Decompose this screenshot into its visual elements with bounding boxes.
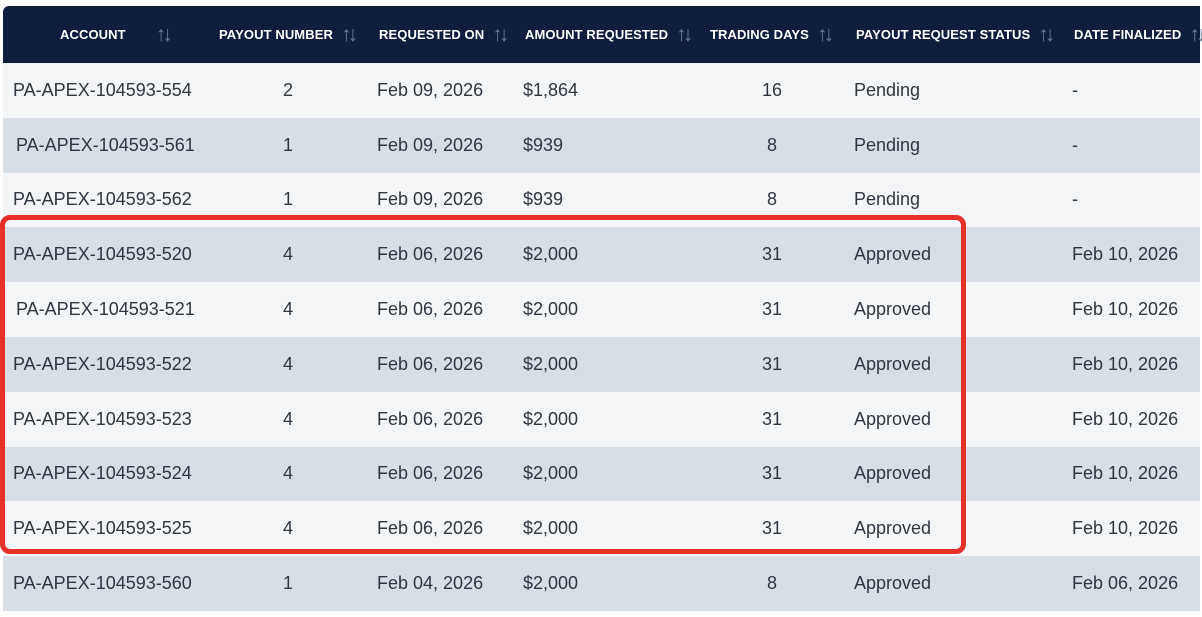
amount-requested-cell: $939 [523,189,564,210]
date-finalized-cell: Feb 10, 2026 [1072,408,1179,429]
sort-arrows-icon[interactable]: ↑↓ [492,23,506,46]
sort-arrows-icon[interactable]: ↑↓ [1038,23,1052,46]
date-finalized-cell: Feb 10, 2026 [1072,518,1179,539]
amount-requested-cell: $2,000 [523,463,579,484]
sort-arrows-icon[interactable]: ↑↓ [816,23,830,46]
table-row[interactable] [3,173,1200,228]
status-cell: Approved [854,408,932,429]
column-header-label: PAYOUT REQUEST STATUS [856,27,1031,42]
date-finalized-cell: - [1072,189,1078,210]
requested-on-cell: Feb 09, 2026 [377,189,484,210]
requested-on-cell: Feb 06, 2026 [377,408,484,429]
payout-number-cell: 4 [282,518,293,539]
requested-on-cell: Feb 06, 2026 [377,463,484,484]
sort-arrows-icon[interactable]: ↑↓ [340,23,354,46]
amount-requested-cell: $2,000 [523,408,579,429]
status-cell: Pending [854,134,921,155]
trading-days-cell: 31 [761,463,783,484]
account-cell: PA-APEX-104593-562 [13,189,192,210]
column-header-label: PAYOUT NUMBER [219,27,333,42]
account-cell: PA-APEX-104593-521 [16,299,195,320]
requested-on-cell: Feb 06, 2026 [377,299,484,320]
payout-number-cell: 1 [282,134,293,155]
table-row[interactable] [3,392,1200,447]
column-header-label: AMOUNT REQUESTED [525,27,669,42]
column-header-amount-requested[interactable] [525,6,689,63]
status-cell: Approved [854,244,932,265]
account-cell: PA-APEX-104593-554 [13,79,192,100]
table-row[interactable] [3,556,1200,611]
account-cell: PA-APEX-104593-522 [13,353,192,374]
trading-days-cell: 31 [761,408,783,429]
requested-on-cell: Feb 04, 2026 [377,573,484,594]
trading-days-cell: 8 [766,134,777,155]
requested-on-cell: Feb 09, 2026 [377,79,484,100]
trading-days-cell: 31 [761,518,783,539]
status-cell: Approved [854,518,932,539]
date-finalized-cell: Feb 06, 2026 [1072,573,1179,594]
payout-number-cell: 4 [282,353,293,374]
column-header-label: ACCOUNT [60,27,126,42]
table-row[interactable] [3,63,1200,118]
status-cell: Pending [854,189,921,210]
account-cell: PA-APEX-104593-560 [13,573,192,594]
sort-arrows-icon[interactable]: ↑↓ [155,23,169,46]
trading-days-cell: 31 [761,244,783,265]
amount-requested-cell: $2,000 [523,353,579,374]
requested-on-cell: Feb 06, 2026 [377,353,484,374]
requested-on-cell: Feb 06, 2026 [377,518,484,539]
column-header-label: DATE FINALIZED [1074,27,1182,42]
account-cell: PA-APEX-104593-520 [13,244,192,265]
column-header-payout-number[interactable] [219,6,354,63]
sort-arrows-icon[interactable]: ↑↓ [676,23,690,46]
amount-requested-cell: $1,864 [523,79,579,100]
table-row[interactable] [3,501,1200,556]
requested-on-cell: Feb 09, 2026 [377,134,484,155]
table-row[interactable] [3,282,1200,337]
trading-days-cell: 8 [766,573,777,594]
column-header-requested-on[interactable] [379,6,505,63]
column-header-trading-days[interactable] [710,6,830,63]
amount-requested-cell: $2,000 [523,299,579,320]
column-header-label: TRADING DAYS [710,27,809,42]
table-row[interactable] [3,337,1200,392]
date-finalized-cell: Feb 10, 2026 [1072,353,1179,374]
requested-on-cell: Feb 06, 2026 [377,244,484,265]
date-finalized-cell: Feb 10, 2026 [1072,463,1179,484]
status-cell: Approved [854,573,932,594]
payout-number-cell: 4 [282,244,293,265]
status-cell: Approved [854,353,932,374]
trading-days-cell: 8 [766,189,777,210]
payout-number-cell: 4 [282,408,293,429]
table-row[interactable] [3,118,1200,173]
column-header-payout-request-status[interactable] [856,6,1051,63]
payout-number-cell: 1 [282,189,293,210]
status-cell: Pending [854,79,921,100]
column-header-date-finalized[interactable] [1074,6,1202,63]
date-finalized-cell: Feb 10, 2026 [1072,299,1179,320]
date-finalized-cell: - [1072,79,1078,100]
amount-requested-cell: $2,000 [523,518,579,539]
status-cell: Approved [854,299,932,320]
amount-requested-cell: $939 [523,134,564,155]
status-cell: Approved [854,463,932,484]
table-header [3,6,1200,63]
payout-number-cell: 1 [282,573,293,594]
column-header-label: REQUESTED ON [379,27,485,42]
sort-arrows-icon[interactable]: ↑↓ [1189,23,1202,46]
trading-days-cell: 16 [761,79,783,100]
trading-days-cell: 31 [761,299,783,320]
table-body [3,63,1200,611]
date-finalized-cell: Feb 10, 2026 [1072,244,1179,265]
payout-number-cell: 4 [282,463,293,484]
table-row[interactable] [3,227,1200,282]
account-cell: PA-APEX-104593-561 [16,134,195,155]
amount-requested-cell: $2,000 [523,244,579,265]
table-row[interactable] [3,447,1200,502]
account-cell: PA-APEX-104593-524 [13,463,192,484]
column-header-account[interactable] [60,6,169,63]
payout-requests-table [3,6,1200,611]
account-cell: PA-APEX-104593-525 [13,518,192,539]
account-cell: PA-APEX-104593-523 [13,408,192,429]
payout-number-cell: 4 [282,299,293,320]
date-finalized-cell: - [1072,134,1078,155]
amount-requested-cell: $2,000 [523,573,579,594]
trading-days-cell: 31 [761,353,783,374]
payout-number-cell: 2 [282,79,293,100]
